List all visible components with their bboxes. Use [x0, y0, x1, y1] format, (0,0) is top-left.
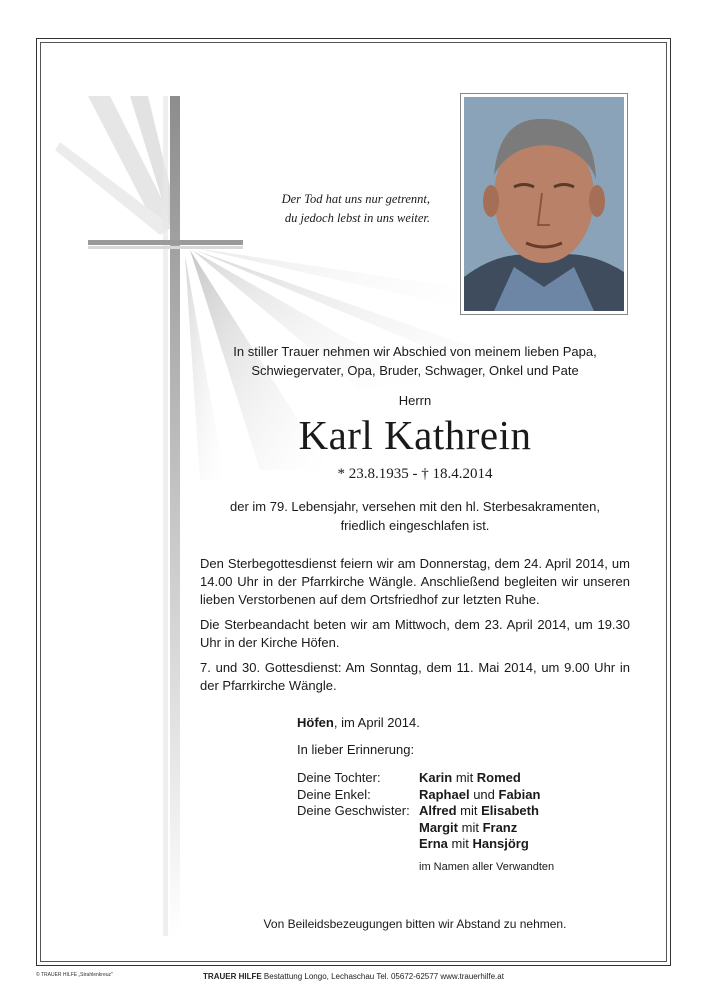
family-connector: und — [469, 786, 499, 802]
family-list — [297, 770, 540, 853]
relatives-text: im Namen aller Verwandten — [419, 861, 555, 873]
footer-brand: TRAUER HILFE — [203, 972, 262, 981]
service-info — [200, 555, 630, 702]
quote-line: du jedoch lebst in uns weiter. — [284, 211, 430, 225]
intro-text — [190, 342, 640, 380]
family-name: Alfred — [419, 803, 457, 818]
family-name: Karin — [419, 770, 453, 785]
age-line: der im 79. Lebensjahr, versehen mit den hl. Sterbesakramenten, — [230, 499, 600, 514]
mass-paragraph: 7. und 30. Gottesdienst: Am Sonntag, dem 11. Mai 2014, um 9.00 Uhr in der Pfarrkirche Wängle. — [200, 660, 630, 693]
place-date — [297, 715, 420, 730]
family-name: Franz — [482, 819, 518, 835]
family-name: Hansjörg — [472, 836, 529, 851]
footer-contact: Bestattung Longo, Lechaschau Tel. 05672-62577 www.trauerhilfe.at — [261, 972, 504, 981]
memory-text: In lieber Erinnerung: — [297, 742, 415, 757]
family-name: Erna — [419, 836, 448, 851]
life-dates: * 23.8.1935 - † 18.4.2014 — [337, 466, 493, 482]
intro-line: In stiller Trauer nehmen wir Abschied von meinem lieben Papa, — [233, 344, 597, 359]
age-line: friedlich eingeschlafen ist. — [340, 518, 490, 533]
footer — [0, 972, 707, 981]
family-label: Deine Enkel: — [297, 786, 371, 802]
intro-line: Schwiegervater, Opa, Bruder, Schwager, Onkel und Pate — [251, 363, 579, 378]
quote — [250, 190, 430, 228]
family-connector: mit — [458, 819, 483, 835]
family-connector: mit — [456, 803, 482, 818]
family-name: Margit — [419, 819, 458, 835]
family-label: Deine Tochter: — [297, 770, 381, 785]
family-name: Elisabeth — [481, 803, 539, 818]
family-name: Fabian — [498, 786, 541, 802]
family-name: Romed — [476, 770, 521, 785]
quote-line: Der Tod hat uns nur getrennt, — [281, 192, 430, 206]
place-date-rest: , im April 2014. — [333, 715, 420, 730]
deceased-name: Karl Kathrein — [298, 412, 532, 458]
family-label: Deine Geschwister: — [297, 803, 410, 818]
salutation: Herrn — [398, 393, 432, 408]
vigil-paragraph: Die Sterbeandacht beten wir am Mittwoch, dem 23. April 2014, um 19.30 Uhr in der Kirche Höfen. — [200, 617, 630, 650]
copyright: © TRAUER HILFE „Strahlenkreuz" — [36, 972, 113, 978]
condolence-text: Von Beileidsbezeugungen bitten wir Abstand zu nehmen. — [263, 917, 567, 931]
portrait-icon — [464, 97, 624, 311]
portrait-photo — [460, 93, 628, 315]
family-row-siblings — [297, 803, 540, 820]
funeral-paragraph: Den Sterbegottesdienst feiern wir am Donnerstag, dem 24. April 2014, um 14.00 Uhr in der Pfarrkirche Wängle. Anschließend begleiten wir unseren lieben Verstorbenen auf dem Ortsfriedhof zur letzten Ruhe. — [200, 556, 630, 607]
age-text — [190, 497, 640, 535]
family-connector: mit — [447, 836, 473, 851]
family-name: Raphael — [419, 786, 470, 802]
family-connector: mit — [452, 770, 477, 785]
family-row-siblings — [297, 820, 540, 837]
family-row-siblings — [297, 836, 540, 853]
family-row-daughter — [297, 770, 540, 787]
town: Höfen — [297, 715, 334, 730]
family-row-grandchildren — [297, 787, 540, 804]
